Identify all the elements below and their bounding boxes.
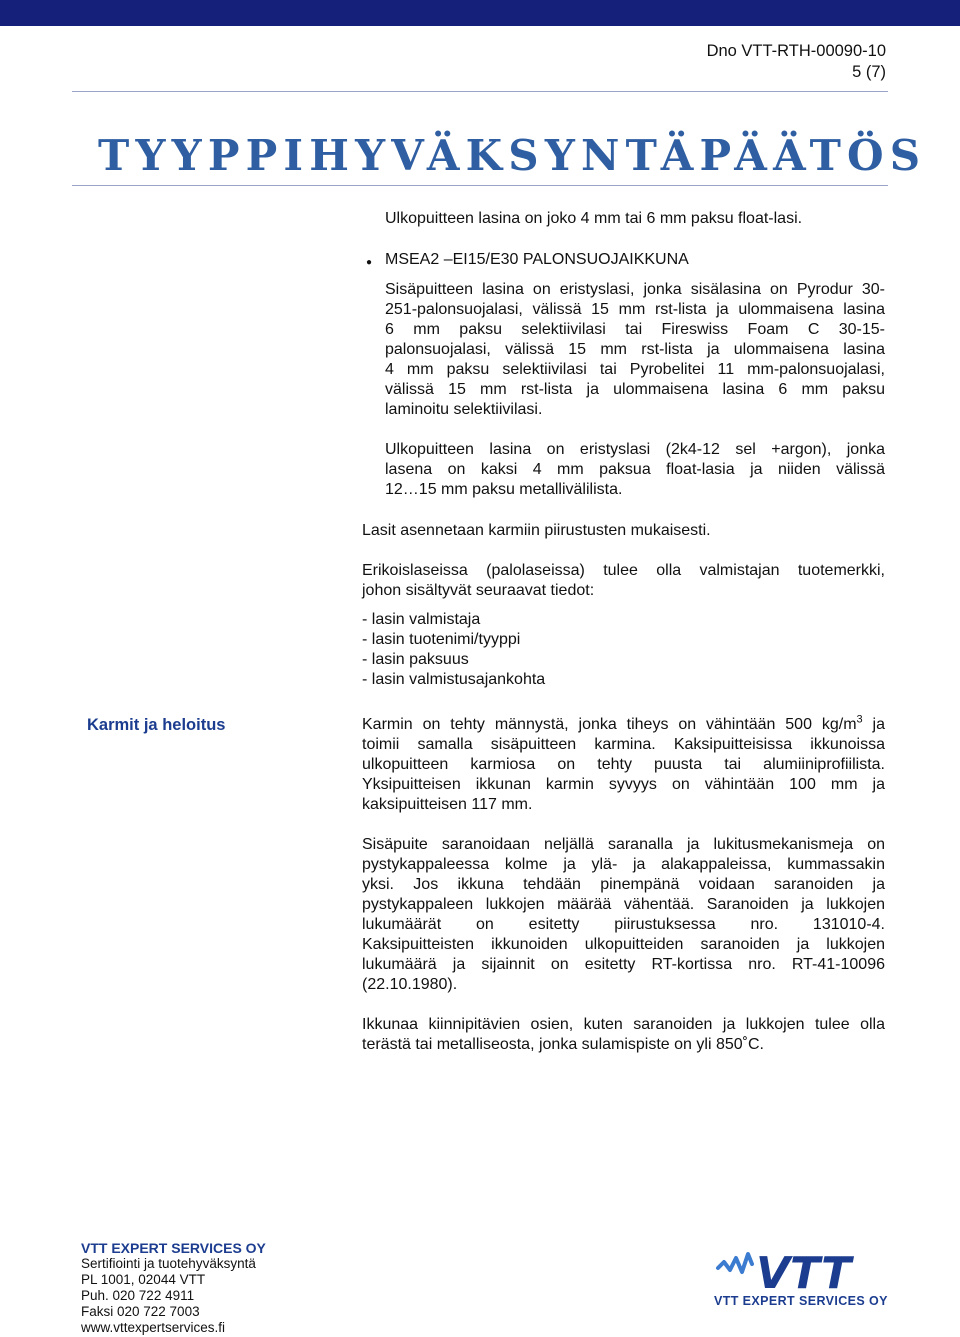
footer-website: www.vttexpertservices.fi [81, 1320, 226, 1335]
special-glass-paragraph [362, 561, 885, 601]
page-number: 5 (7) [852, 63, 886, 81]
header-rule [72, 91, 888, 92]
footer-line: PL 1001, 02044 VTT [81, 1272, 206, 1287]
text-line: 4 mm paksu selektiivilasi tai Pyrobelitei 11 mm-palonsuojalasi, [385, 361, 885, 378]
hinge-paragraph [362, 835, 885, 995]
footer-company: VTT EXPERT SERVICES OY [81, 1240, 266, 1256]
install-paragraph: Lasit asennetaan karmiin piirustusten mukaisesti. [362, 522, 711, 539]
text-line: kaksipuitteisen 117 mm. [362, 796, 533, 813]
text-line: Kaksipuitteisten ikkunoiden ulkopuitteiden saranoiden ja lukkojen [362, 936, 885, 953]
text-line: lukumäärä ja sijainnit on esitetty RT-kortissa nro. RT-41-10096 [362, 956, 885, 973]
text-line: pystykappaleen lukkojen määrää vähentää. Saranoiden ja lukkojen [362, 896, 885, 913]
list-item: - lasin valmistaja [362, 611, 481, 628]
superscript: 3 [856, 713, 863, 726]
text-line [362, 715, 885, 735]
text-line: laminoitu selektiivilasi. [385, 401, 543, 418]
footer-line: Faksi 020 722 7003 [81, 1304, 200, 1319]
footer-line: Puh. 020 722 4911 [81, 1288, 195, 1303]
steel-paragraph [362, 1015, 885, 1055]
text-line: lasena on kaksi 4 mm paksua float-lasia ja niiden välissä [385, 461, 885, 478]
text-line: välissä 15 mm rst-lista ja ulommaisena lasina 6 mm paksu [385, 381, 885, 398]
logo-text: VTT [756, 1248, 852, 1299]
text-line: lukumäärät on esitetty piirustuksessa nro. 131010-4. [362, 916, 885, 933]
text-line: palonsuojalasi, välissä 15 mm rst-lista ja ulommaisena lasina [385, 341, 885, 358]
frame-paragraph [362, 715, 885, 815]
section-heading: Karmit ja heloitus [87, 716, 226, 734]
inner-glass-paragraph [385, 280, 885, 420]
text-line: 251-palonsuojalasi, välissä 15 mm rst-lista ja ulommaisena lasina [385, 301, 885, 318]
text-line: terästä tai metalliseosta, jonka sulamispiste on yli 850˚C. [362, 1036, 764, 1053]
document-number: Dno VTT-RTH-00090-10 [706, 42, 886, 60]
footer-line: Sertifiointi ja tuotehyväksyntä [81, 1256, 256, 1271]
marking-list [362, 610, 545, 690]
bullet-icon: ● [366, 257, 373, 268]
banner-title: TYYPPIHYVÄKSYNTÄPÄÄTÖS [98, 131, 927, 180]
text-line: 12…15 mm paksu metallivälilista. [385, 481, 623, 498]
text-line: Sisäpuitteen lasina on eristyslasi, jonka sisälasina on Pyrodur 30- [385, 281, 885, 298]
logo-caption: VTT EXPERT SERVICES OY [714, 1294, 888, 1308]
text-span: ja [862, 716, 885, 733]
text-line: Ikkunaa kiinnipitävien osien, kuten saranoiden ja lukkojen tulee olla [362, 1016, 885, 1033]
text-line: Erikoislaseissa (palolaseissa) tulee olla valmistajan tuotemerkki, [362, 562, 885, 579]
outer-float-paragraph: Ulkopuitteen lasina on joko 4 mm tai 6 mm paksu float-lasi. [385, 210, 803, 227]
list-item: - lasin tuotenimi/tyyppi [362, 631, 521, 648]
text-line: yksi. Jos ikkuna tehdään pinempänä voidaan saranoiden ja [362, 876, 885, 893]
text-line: johon sisältyvät seuraavat tiedot: [362, 582, 595, 599]
list-item: - lasin paksuus [362, 651, 469, 668]
header-bar [0, 0, 960, 26]
text-line: (22.10.1980). [362, 976, 458, 993]
text-line: ulkopuitteen karmiosa on tehty puusta tai alumiiniprofiilista. [362, 756, 885, 773]
text-line: Ulkopuitteen lasina on eristyslasi (2k4-12 sel +argon), jonka [385, 441, 885, 458]
text-line: Yksipuitteisen ikkunan karmin syvyys on vähintään 100 mm ja [362, 776, 885, 793]
outer-glass-paragraph [385, 440, 885, 500]
footer-address [81, 1240, 266, 1336]
text-line: pystykappaleessa kolme ja ylä- ja alakappaleissa, kummassakin [362, 856, 885, 873]
text-line: 6 mm paksu selektiivilasi tai Fireswiss Foam C 30-15- [385, 321, 885, 338]
text-span: Karmin on tehty männystä, jonka tiheys on vähintään 500 kg/m [362, 716, 857, 733]
text-line: toimii samalla sisäpuitteen karmina. Kaksipuitteisissa ikkunoissa [362, 736, 885, 753]
document-number-block [707, 41, 886, 83]
banner-rule [72, 185, 888, 186]
list-item: - lasin valmistusajankohta [362, 671, 546, 688]
bullet-title: MSEA2 –EI15/E30 PALONSUOJAIKKUNA [385, 251, 689, 268]
text-line: Sisäpuite saranoidaan neljällä saranalla ja lukitusmekanismeja on [362, 836, 885, 853]
